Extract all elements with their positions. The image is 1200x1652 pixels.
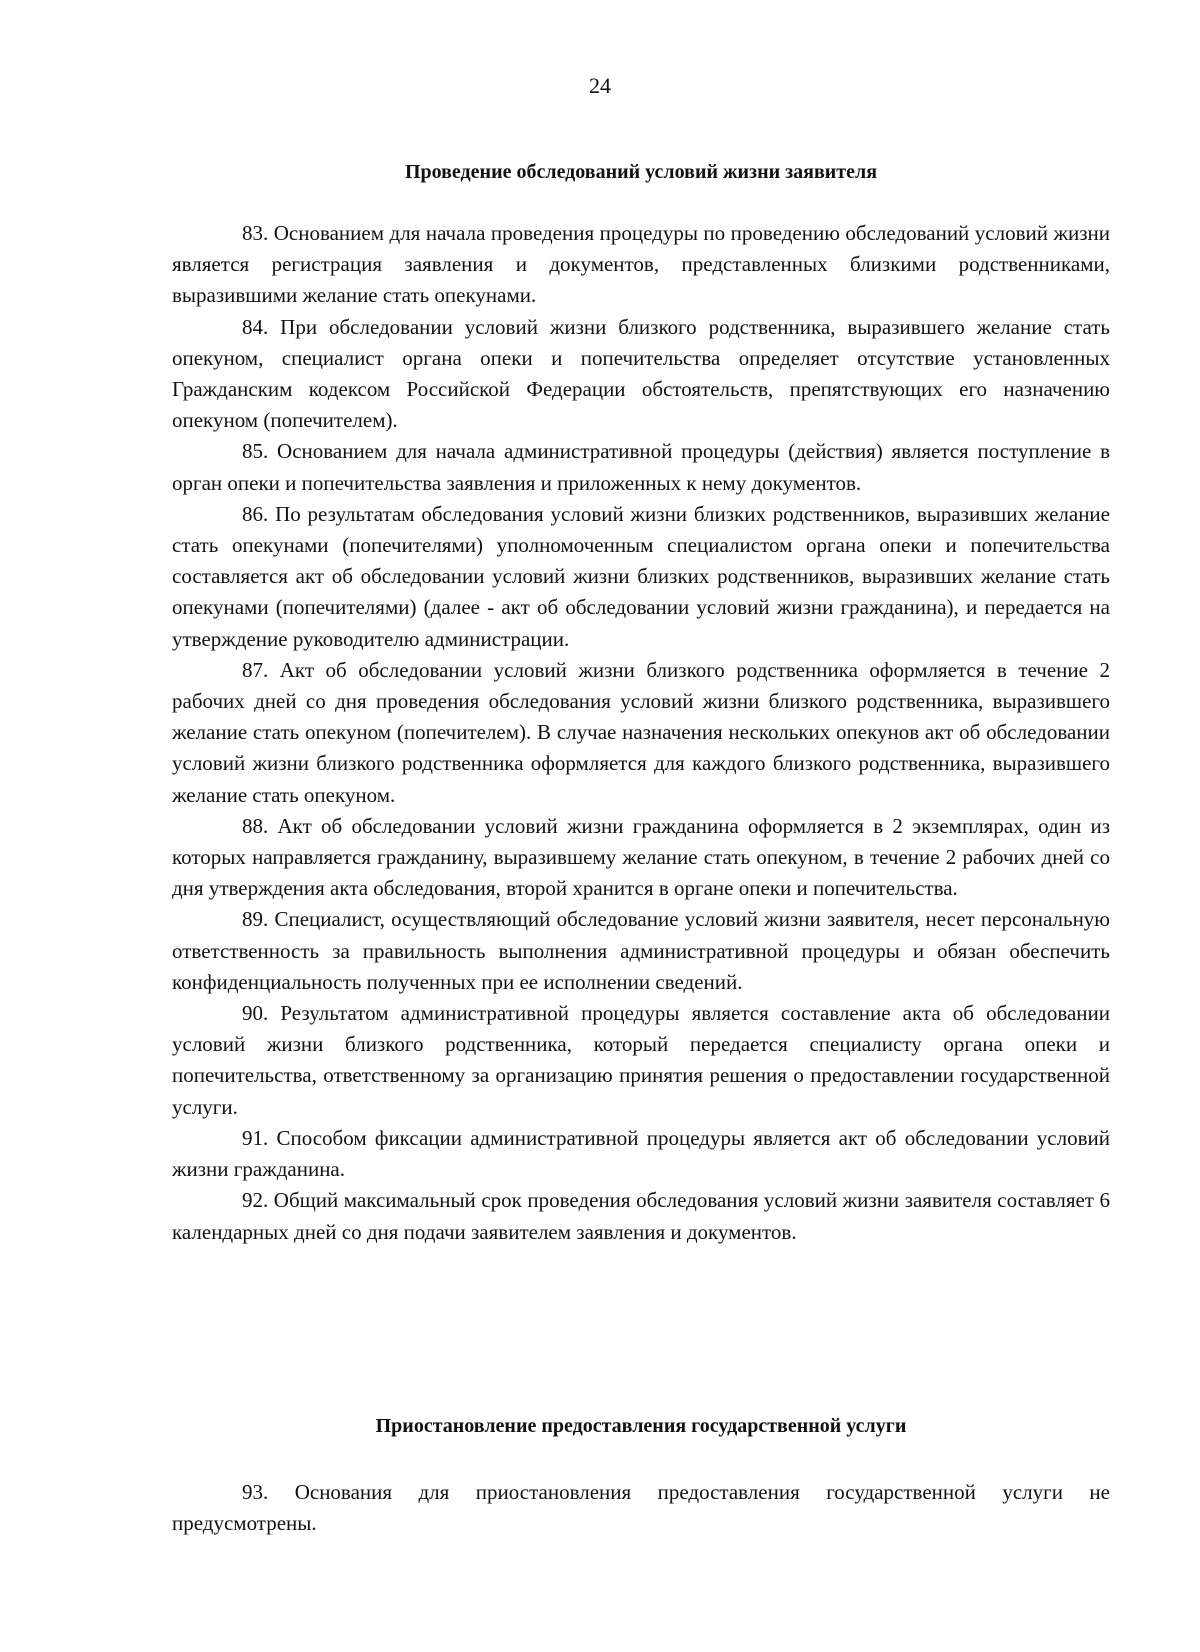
section-heading-suspension: Приостановление предоставления государственной услуги	[375, 1415, 907, 1437]
paragraph-90: 90. Результатом административной процедуры является составление акта об обследовании условий жизни близкого родственника, который передается специалисту органа опеки и попечительства, ответственному за организацию принятия решения о предоставлении государственной услуги.	[172, 1001, 1110, 1119]
section-body-survey	[172, 218, 1110, 1248]
paragraph-84: 84. При обследовании условий жизни близкого родственника, выразившего желание стать опекуном, специалист органа опеки и попечительства определяет отсутствие установленных Гражданским кодексом Российской Федерации обстоятельств, препятствующих его назначению опекуном (попечителем).	[172, 314, 1110, 433]
section-heading-survey: Проведение обследований условий жизни заявителя	[404, 161, 878, 183]
paragraph-88: 88. Акт об обследовании условий жизни гражданина оформляется в 2 экземплярах, один из которых направляется гражданину, выразившему желание стать опекуном, в течение 2 рабочих дней со дня утверждения акта обследования, второй хранится в органе опеки и попечительства.	[172, 813, 1110, 901]
paragraph-89: 89. Специалист, осуществляющий обследование условий жизни заявителя, несет персональную ответственность за правильность выполнения административной процедуры и обязан обеспечить конфиденциальность полученных при ее исполнении сведений.	[172, 907, 1110, 994]
paragraph-86: 86. По результатам обследования условий жизни близких родственников, выразивших желание стать опекунами (попечителями) уполномоченным специалистом органа опеки и попечительства составляется акт об обследовании условий жизни близких родственников, выразивших желание стать опекунами (попечителями) (далее - акт об обследовании условий жизни гражданина), и передается на утверждение руководителю администрации.	[172, 501, 1110, 651]
paragraph-92: 92. Общий максимальный срок проведения обследования условий жизни заявителя составляет 6 календарных дней со дня подачи заявителем заявления и документов.	[172, 1188, 1110, 1244]
paragraph-87: 87. Акт об обследовании условий жизни близкого родственника оформляется в течение 2 рабочих дней со дня проведения обследования условий жизни близкого родственника, выразившего желание стать опекуном (попечителем). В случае назначения нескольких опекунов акт об обследовании условий жизни близкого родственника оформляется для каждого близкого родственника, выразившего желание стать опекуном.	[172, 657, 1110, 807]
section-body-suspension	[172, 1477, 1110, 1539]
paragraph-85: 85. Основанием для начала административной процедуры (действия) является поступление в орган опеки и попечительства заявления и приложенных к нему документов.	[172, 439, 1110, 495]
page-number: 24	[589, 73, 611, 98]
paragraph-83: 83. Основанием для начала проведения процедуры по проведению обследований условий жизни является регистрация заявления и документов, представленных близкими родственниками, выразившими желание стать опекунами.	[172, 221, 1110, 308]
paragraph-91: 91. Способом фиксации административной процедуры является акт об обследовании условий жизни гражданина.	[172, 1125, 1110, 1182]
paragraph-93: 93. Основания для приостановления предоставления государственной услуги не предусмотрены.	[172, 1480, 1110, 1536]
